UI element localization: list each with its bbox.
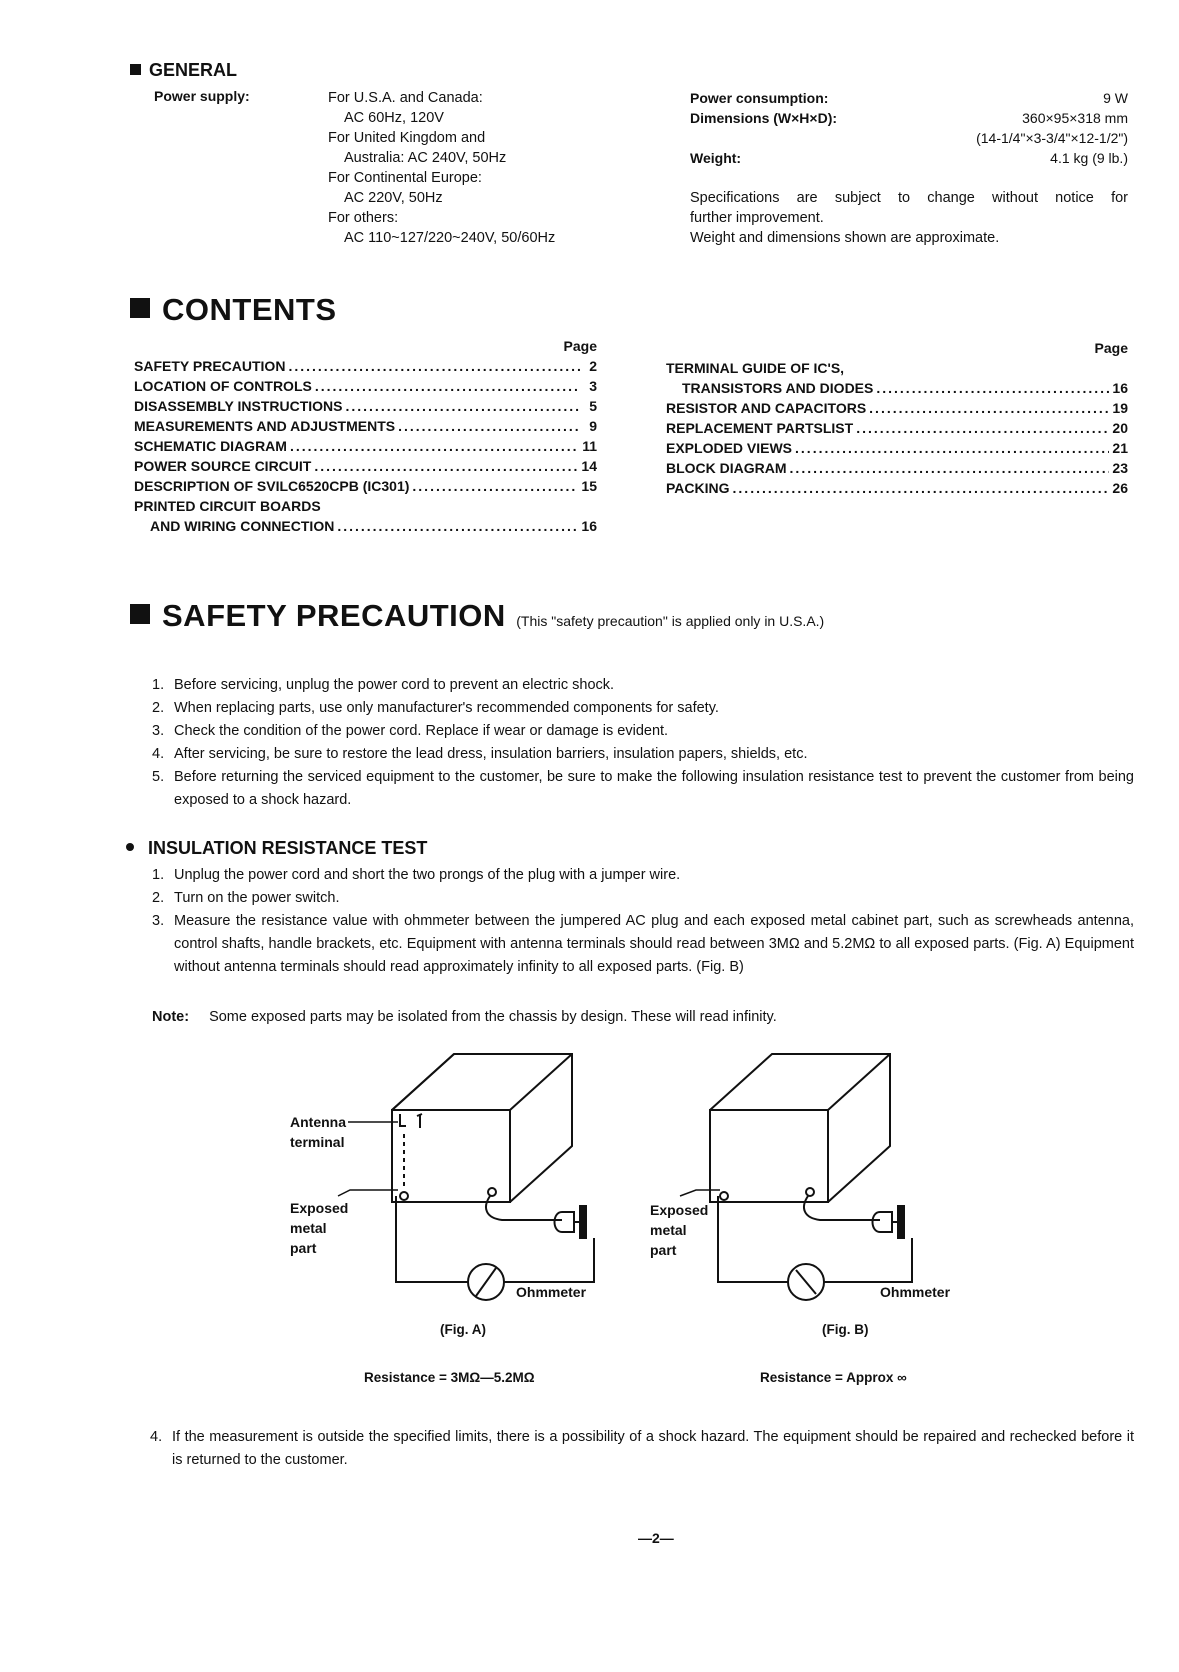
toc-entry[interactable] [134, 396, 597, 416]
fig-b-caption: (Fig. B) [822, 1322, 869, 1337]
toc-entry-title: AND WIRING CONNECTION [150, 518, 335, 534]
list-item: 3. Check the condition of the power cord. Replace if wear or damage is evident. [152, 723, 669, 739]
insulation-step-4 [150, 1426, 1134, 1472]
dimensions-value: 360×95×318 mm [1022, 110, 1128, 126]
list-item: 2. When replacing parts, use only manufacturer's recommended components for safety. [152, 700, 719, 716]
spec-notice-line: Weight and dimensions shown are approximate. [690, 230, 1000, 246]
fig-a-exposed-label: Exposed metal part [290, 1200, 349, 1256]
toc-entry-page: 21 [1112, 440, 1128, 456]
square-bullet-icon [130, 604, 150, 624]
insulation-note [152, 1006, 1134, 1029]
fig-b-ohmmeter-label: Ohmmeter [880, 1284, 951, 1300]
toc-entry-page: 16 [581, 518, 597, 534]
toc-entry-page: 9 [589, 418, 597, 434]
power-supply-line: AC 110~127/220~240V, 50/60Hz [344, 230, 556, 246]
toc-entry[interactable] [666, 478, 1128, 498]
insulation-steps [152, 864, 1134, 979]
toc-entry[interactable] [134, 516, 597, 536]
toc-entry[interactable] [134, 476, 597, 496]
toc-entry-page: 16 [1112, 380, 1128, 396]
power-consumption-label: Power consumption: [690, 90, 829, 106]
toc-leader-dots [856, 418, 1109, 438]
toc-entry-page: 11 [582, 438, 597, 454]
note-text: Some exposed parts may be isolated from the chassis by design. These will read infinity. [209, 1009, 777, 1025]
toc-entry-page: 5 [589, 398, 597, 414]
toc-entry-title: EXPLODED VIEWS [666, 440, 793, 456]
toc-entry[interactable] [134, 456, 597, 476]
toc-entry[interactable] [666, 458, 1128, 478]
toc-entry-page: 19 [1112, 400, 1128, 416]
toc-entry-title: DESCRIPTION OF SVILC6520CPB (IC301) [134, 478, 410, 494]
spec-notice [690, 188, 1128, 248]
toc-leader-dots [795, 438, 1109, 458]
toc-leader-dots [345, 396, 580, 416]
power-supply-line: For others: [328, 210, 399, 226]
toc-entry-title: TRANSISTORS AND DIODES [682, 380, 874, 396]
fig-b-cabinet [710, 1054, 890, 1202]
toc-leader-dots [314, 456, 578, 476]
toc-entry-title: REPLACEMENT PARTSLIST [666, 420, 854, 436]
fig-b-exposed-label: Exposed metal part [650, 1202, 709, 1258]
dimensions-row [690, 108, 1128, 128]
toc-entry-title: TERMINAL GUIDE OF IC'S, [666, 360, 845, 376]
power-consumption-row [690, 88, 1128, 108]
toc-entry[interactable] [666, 418, 1128, 438]
power-supply-values [328, 88, 618, 248]
toc-leader-dots [398, 416, 580, 436]
toc-entry-page: 23 [1112, 460, 1128, 476]
note-label: Note: [152, 1009, 190, 1025]
list-item: 4. After servicing, be sure to restore the lead dress, insulation barriers, insulation papers, shields, etc. [152, 746, 808, 762]
power-supply-label: Power supply: [154, 88, 250, 104]
insulation-heading: INSULATION RESISTANCE TEST [126, 838, 427, 859]
power-supply-line: For Continental Europe: [328, 170, 482, 186]
dimensions-label: Dimensions (W×H×D): [690, 110, 838, 126]
toc-entry[interactable] [134, 356, 597, 376]
toc-leader-dots [315, 376, 580, 396]
page-column-label: Page [1094, 340, 1128, 356]
weight-value: 4.1 kg (9 lb.) [1050, 150, 1128, 166]
page-number: —2— [638, 1530, 674, 1546]
toc-entry-title: DISASSEMBLY INSTRUCTIONS [134, 398, 343, 414]
toc-entry-title: BLOCK DIAGRAM [666, 460, 787, 476]
list-item: 4. If the measurement is outside the specified limits, there is a possibility of a shock hazard. The equipment should be repaired and rechecked before it is returned to the customer. [150, 1429, 1134, 1468]
toc-entry[interactable] [134, 436, 597, 456]
fig-a-antenna-label: Antenna terminal [290, 1114, 346, 1150]
toc-entry[interactable] [666, 378, 1128, 398]
toc-entry-title: LOCATION OF CONTROLS [134, 378, 312, 394]
list-item: 2. Turn on the power switch. [152, 890, 340, 906]
toc-leader-dots [869, 398, 1109, 418]
power-supply-line: AC 60Hz, 120V [344, 110, 444, 126]
contents-heading: CONTENTS [130, 292, 337, 328]
list-item: 1. Unplug the power cord and short the two prongs of the plug with a jumper wire. [152, 867, 681, 883]
page-column-label: Page [563, 338, 597, 354]
fig-a-ohmmeter-label: Ohmmeter [516, 1284, 587, 1300]
list-item: 5. Before returning the serviced equipment to the customer, be sure to make the following insulation resistance test to prevent the customer from being exposed to a shock hazard. [152, 769, 1134, 808]
dimensions-inch-row [690, 128, 1128, 148]
weight-row [690, 148, 1128, 168]
toc-entry[interactable] [666, 398, 1128, 418]
toc-leader-dots [733, 478, 1110, 498]
toc-entry-title: PRINTED CIRCUIT BOARDS [134, 498, 321, 514]
toc-entry[interactable] [134, 376, 597, 396]
toc-entry-page: 3 [589, 378, 597, 394]
toc-leader-dots [288, 356, 580, 376]
power-supply-line: AC 220V, 50Hz [344, 190, 443, 206]
toc-entry-page: 26 [1112, 480, 1128, 496]
square-bullet-icon [130, 298, 150, 318]
toc-entry[interactable] [134, 416, 597, 436]
bullet-dot-icon [126, 843, 134, 851]
toc-leader-dots [337, 516, 578, 536]
contents-left-column [134, 336, 597, 536]
toc-entry-title: SCHEMATIC DIAGRAM [134, 438, 287, 454]
toc-entry-title: RESISTOR AND CAPACITORS [666, 400, 867, 416]
antenna-terminal [348, 1114, 422, 1186]
square-bullet-icon [130, 64, 141, 75]
power-supply-line: For U.S.A. and Canada: [328, 90, 483, 106]
safety-heading: SAFETY PRECAUTION (This "safety precaution" is applied only in U.S.A.) [130, 598, 824, 634]
list-item: 3. Measure the resistance value with ohmmeter between the jumpered AC plug and each exposed metal cabinet part, such as screwheads antenna, control shafts, handle brackets, etc. Equipment with antenna terminals should read between 3MΩ and 5.2MΩ to all exposed parts. (Fig. A) Equipment without antenna terminals should read approximately infinity to all exposed parts. (Fig. B) [152, 913, 1134, 975]
list-item: 1. Before servicing, unplug the power cord to prevent an electric shock. [152, 677, 615, 693]
power-consumption-value: 9 W [1103, 90, 1128, 106]
spec-notice-line: further improvement. [690, 210, 824, 226]
toc-leader-dots [876, 378, 1109, 398]
insulation-test-diagram [270, 1050, 990, 1350]
toc-entry-title: SAFETY PRECAUTION [134, 358, 286, 374]
fig-a-resistance: Resistance = 3MΩ—5.2MΩ [364, 1370, 535, 1385]
toc-entry-page: 15 [581, 478, 597, 494]
weight-label: Weight: [690, 150, 742, 166]
toc-leader-dots [790, 458, 1110, 478]
toc-entry-page: 20 [1112, 420, 1128, 436]
safety-list [152, 674, 1134, 812]
toc-entry-title: POWER SOURCE CIRCUIT [134, 458, 312, 474]
toc-leader-dots [412, 476, 578, 496]
toc-entry-title: MEASUREMENTS AND ADJUSTMENTS [134, 418, 396, 434]
contents-right-column [666, 338, 1128, 498]
safety-note: (This "safety precaution" is applied only in U.S.A.) [516, 613, 825, 629]
toc-entry-page: 14 [581, 458, 597, 474]
toc-entry-page: 2 [589, 358, 597, 374]
toc-leader-dots [290, 436, 579, 456]
toc-entry[interactable] [666, 438, 1128, 458]
toc-entry-title: PACKING [666, 480, 730, 496]
power-supply-line: For United Kingdom and [328, 130, 486, 146]
fig-a-caption: (Fig. A) [440, 1322, 486, 1337]
power-supply-line: Australia: AC 240V, 50Hz [344, 150, 507, 166]
general-heading: GENERAL [130, 60, 237, 81]
spec-notice-line: Specifications are subject to change without notice for [690, 190, 1128, 206]
dimensions-inch: (14-1/4"×3-3/4"×12-1/2") [976, 130, 1128, 146]
general-specs [690, 88, 1128, 248]
fig-b-resistance: Resistance = Approx ∞ [760, 1370, 907, 1385]
